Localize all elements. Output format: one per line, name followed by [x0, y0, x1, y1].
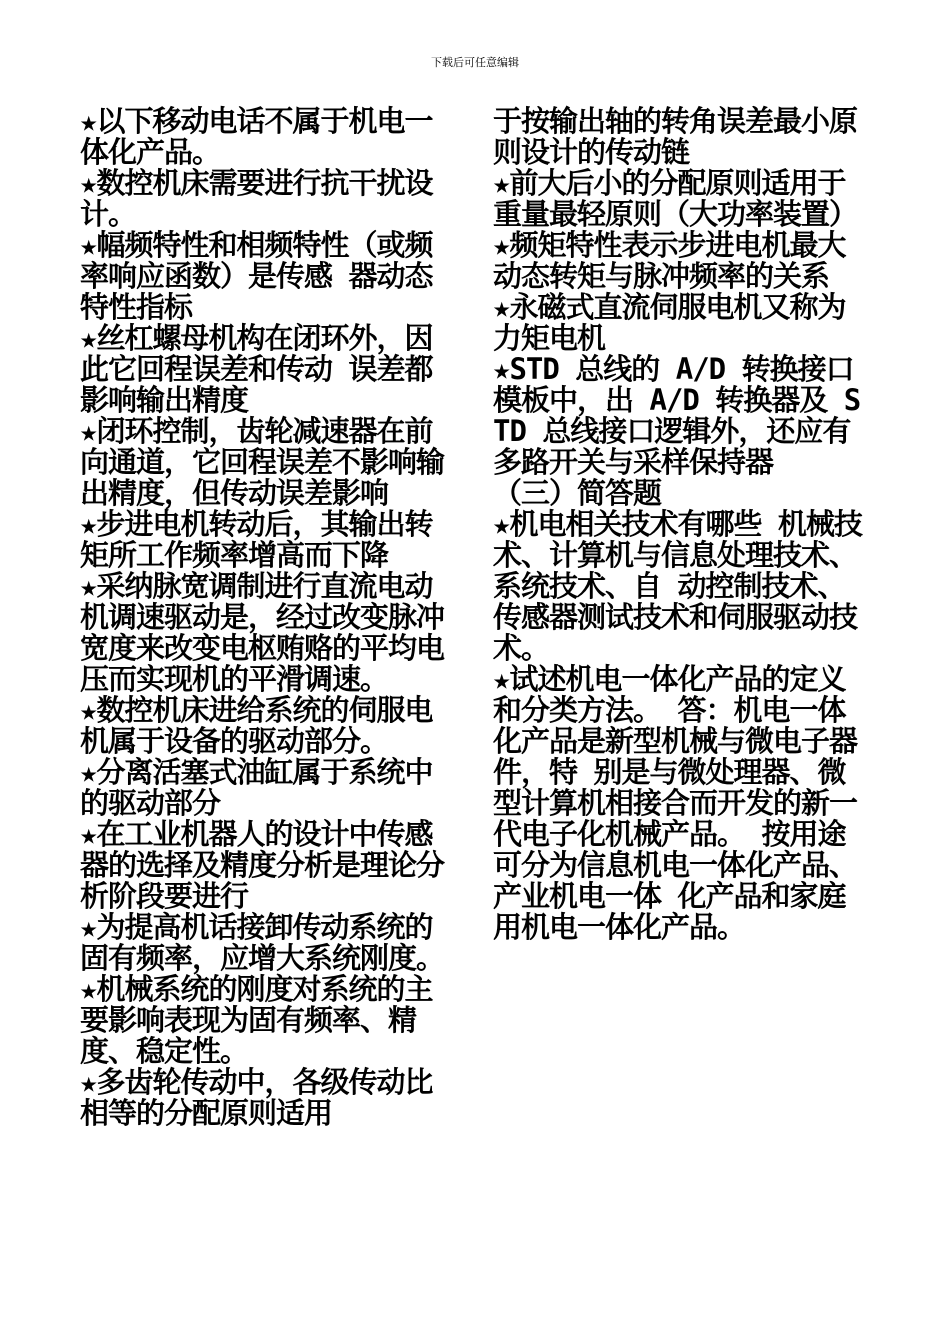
text-item: ★采纳脉宽调制进行直流电动机调速驱动是，经过改变脉冲宽度来改变电枢贿赂的平均电压而实现机的平滑调速。	[80, 569, 445, 696]
text-item: ★试述机电一体化产品的定义和分类方法。 答：机电一体化产品是新型机械与微电子器件，特 别是与微处理器、微型计算机相接合而开发的新一 代电子化机械产品。 按用途可分为信息机电一体化产品、产业机电一体 化产品和家庭用机电一体化产品。	[493, 662, 858, 944]
text-item: ★多齿轮传动中，各级传动比相等的分配原则适用	[80, 1065, 433, 1130]
text-item: ★幅频特性和相频特性（或频率响应函数）是传感 器动态特性指标	[80, 228, 433, 324]
text-item: ★前大后小的分配原则适用于重量最轻原则（大功率装置）	[493, 166, 858, 231]
text-item: ★丝杠螺母机构在闭环外，因此它回程误差和传动 误差都影响输出精度	[80, 321, 433, 417]
text-item: 于按输出轴的转角误差最小原则设计的传动链	[493, 104, 858, 169]
text-item: ★闭环控制，齿轮减速器在前向通道，它回程误差不影响输出精度，但传动误差影响	[80, 414, 445, 510]
text-item: ★机械系统的刚度对系统的主要影响表现为固有频率、精度、稳定性。	[80, 972, 433, 1068]
section-heading: （三）简答题	[493, 476, 662, 510]
text-item: ★频矩特性表示步进电机最大动态转矩与脉冲频率的关系	[493, 228, 846, 293]
text-item: ★数控机床进给系统的伺服电机属于设备的驱动部分。	[80, 693, 433, 758]
left-column	[80, 106, 460, 1129]
text-item: ★以下移动电话不属于机电一体化产品。	[80, 104, 433, 169]
page-header: 下载后可任意编辑	[431, 56, 519, 69]
text-item: ★STD 总线的 A/D 转换接口模板中，出 A/D 转换器及 STD 总线接口逻辑外，还应有多路开关与采样保持器	[493, 352, 861, 479]
text-item: ★步进电机转动后，其输出转矩所工作频率增高而下降	[80, 507, 433, 572]
text-item: ★永磁式直流伺服电机又称为力矩电机	[493, 290, 846, 355]
right-column	[493, 106, 871, 943]
text-item: ★分离活塞式油缸属于系统中的驱动部分	[80, 755, 433, 820]
text-item: ★数控机床需要进行抗干扰设计。	[80, 166, 433, 231]
text-item: ★在工业机器人的设计中传感器的选择及精度分析是理论分析阶段要进行	[80, 817, 445, 913]
text-item: ★为提高机话接卸传动系统的固有频率，应增大系统刚度。	[80, 910, 445, 975]
text-item: ★机电相关技术有哪些 机械技术、计算机与信息处理技术、系统技术、自 动控制技术、传感器测试技术和伺服驱动技术。	[493, 507, 862, 665]
